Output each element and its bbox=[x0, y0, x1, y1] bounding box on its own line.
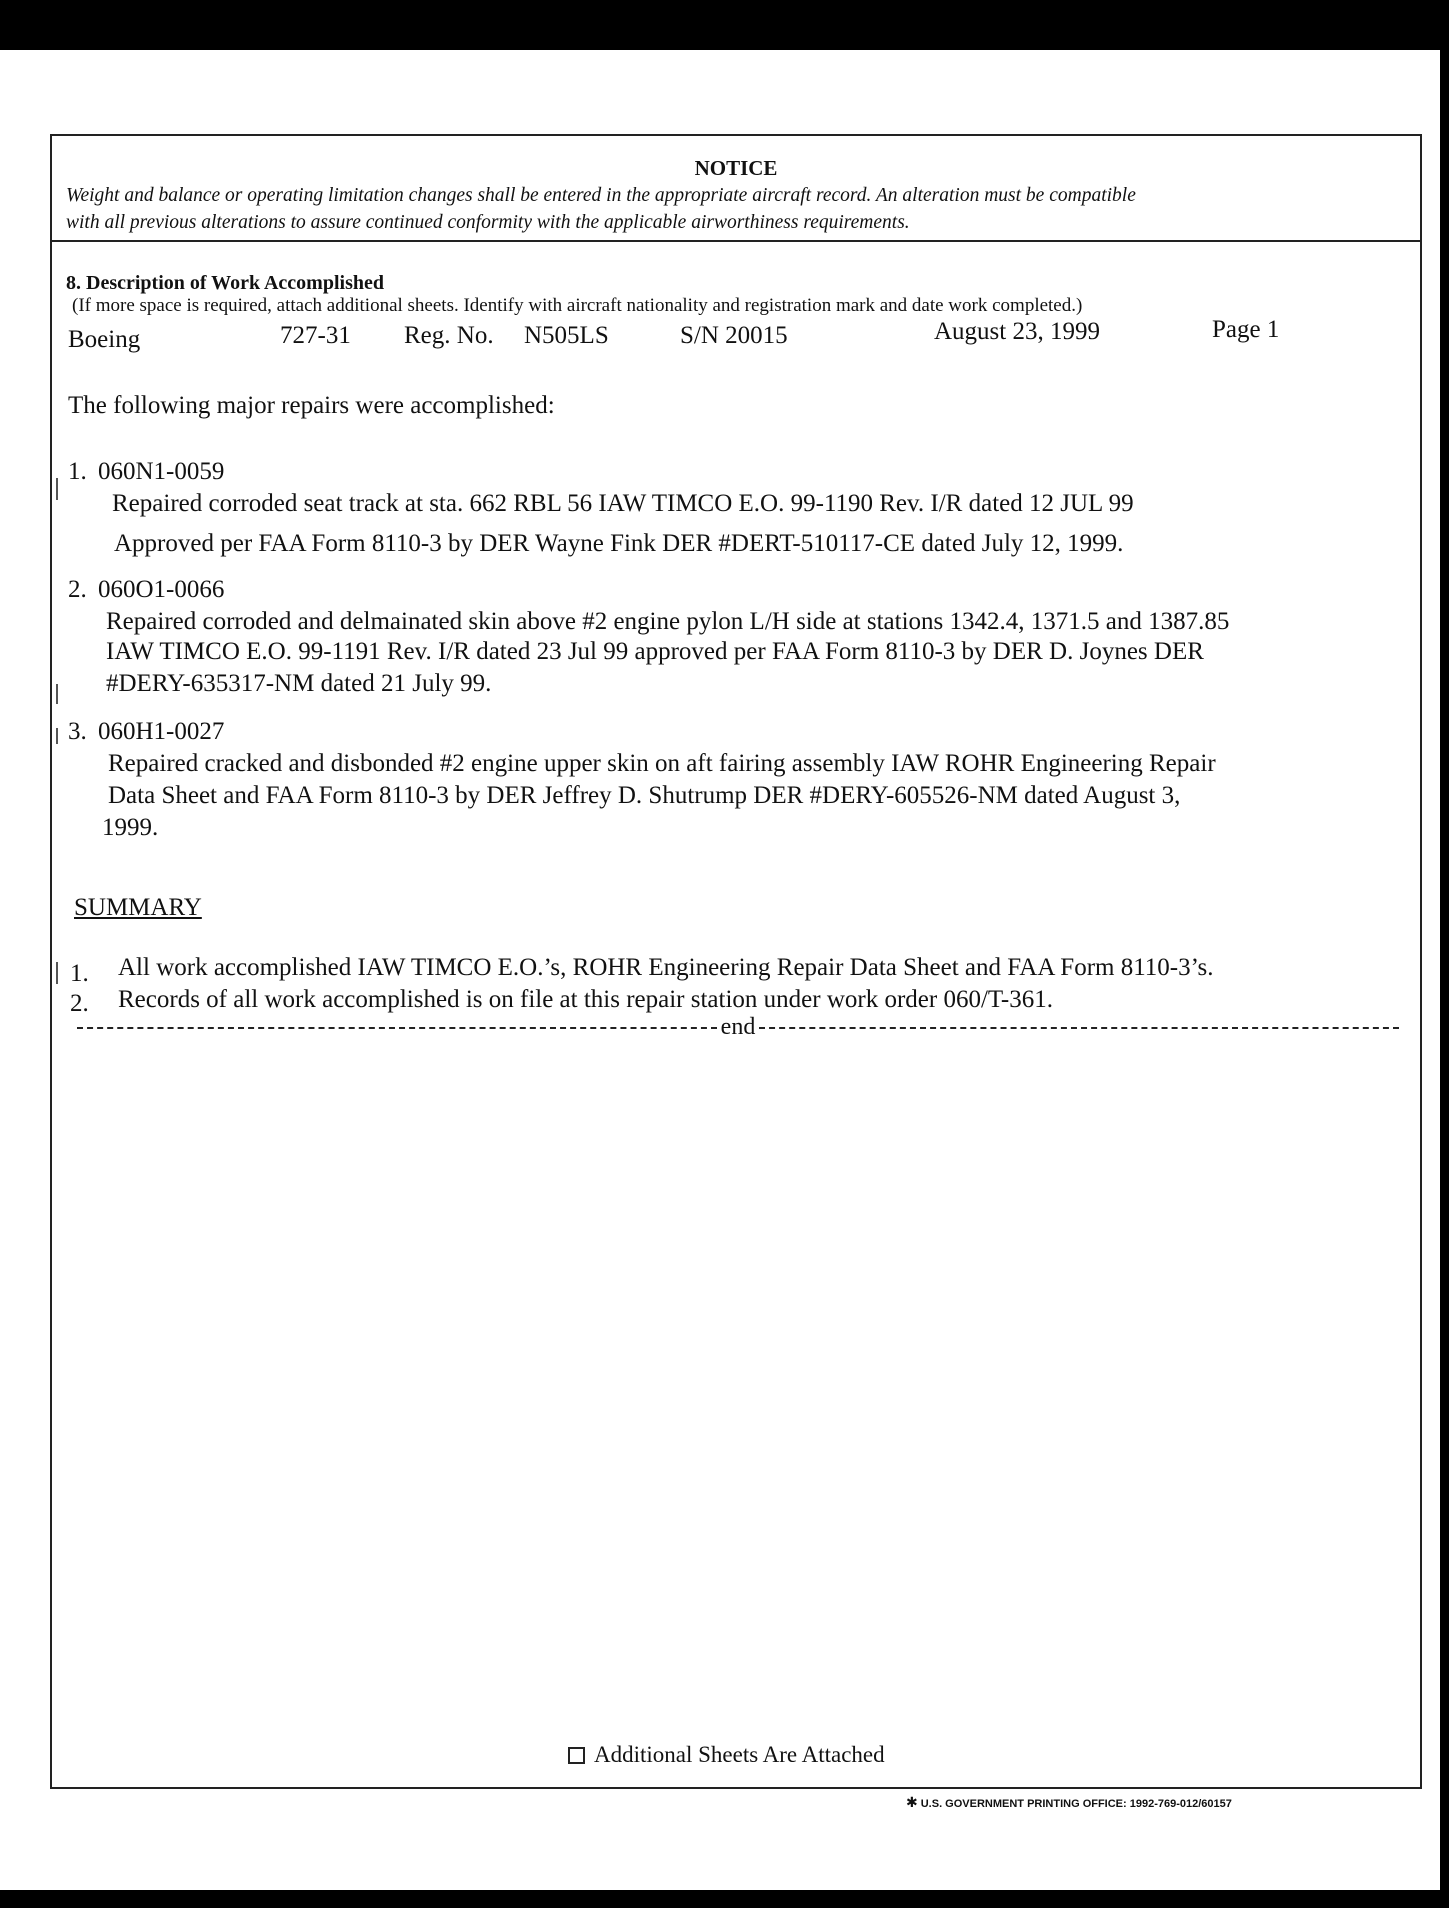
item-number: 3. bbox=[68, 718, 87, 745]
summary-text: All work accomplished IAW TIMCO E.O.’s, ROHR Engineering Repair Data Sheet and FAA Form 8110-3’s. bbox=[118, 954, 1214, 981]
end-marker: end bbox=[720, 1014, 756, 1040]
summary-number: 1. bbox=[70, 960, 89, 987]
summary-number: 2. bbox=[70, 990, 89, 1017]
page-number: Page 1 bbox=[1212, 316, 1280, 343]
item-line: 1999. bbox=[102, 814, 159, 841]
item-line: #DERY-635317-NM dated 21 July 99. bbox=[106, 670, 492, 697]
section-title: 8. Description of Work Accomplished bbox=[66, 272, 384, 294]
item-line: Approved per FAA Form 8110-3 by DER Wayne Fink DER #DERT-510117-CE dated July 12, 1999. bbox=[114, 530, 1124, 557]
item-line: Data Sheet and FAA Form 8110-3 by DER Jeffrey D. Shutrump DER #DERY-605526-NM dated August 3, bbox=[108, 782, 1181, 809]
printing-office-footer bbox=[906, 1794, 1232, 1811]
item-line: Repaired cracked and disbonded #2 engine upper skin on aft fairing assembly IAW ROHR Engineering Repair bbox=[108, 750, 1216, 777]
summary-title: SUMMARY bbox=[74, 894, 202, 921]
item-line: Repaired corroded seat track at sta. 662 RBL 56 IAW TIMCO E.O. 99-1190 Rev. I/R dated 12 JUL 99 bbox=[112, 490, 1134, 517]
item-code: 060H1-0027 bbox=[98, 718, 225, 745]
registration-label: Reg. No. bbox=[404, 322, 494, 349]
notice-title: NOTICE bbox=[694, 156, 778, 180]
printing-office-text: U.S. GOVERNMENT PRINTING OFFICE: 1992-769-012/60157 bbox=[920, 1798, 1232, 1810]
summary-text: Records of all work accomplished is on file at this repair station under work order 060/T-361. bbox=[118, 986, 1053, 1013]
item-line: IAW TIMCO E.O. 99-1191 Rev. I/R dated 23 Jul 99 approved per FAA Form 8110-3 by DER D. Joynes DER bbox=[106, 638, 1204, 665]
section-subtitle: (If more space is required, attach additional sheets. Identify with aircraft nationality and registration mark and date work completed.) bbox=[72, 295, 1083, 316]
registration-value: N505LS bbox=[524, 322, 609, 349]
end-separator bbox=[77, 1014, 1399, 1041]
form-frame bbox=[50, 134, 1422, 1789]
dashed-rule bbox=[77, 1027, 717, 1029]
item-number: 1. bbox=[68, 458, 87, 485]
scan-border-top bbox=[0, 0, 1449, 50]
serial-number: S/N 20015 bbox=[680, 322, 788, 349]
item-code: 060N1-0059 bbox=[98, 458, 225, 485]
aircraft-make: Boeing bbox=[68, 326, 141, 353]
item-code: 060O1-0066 bbox=[98, 576, 225, 603]
work-date: August 23, 1999 bbox=[934, 318, 1100, 345]
notice-line: Weight and balance or operating limitation changes shall be entered in the appropriate aircraft record. An alteration must be compatible bbox=[66, 185, 1136, 206]
notice-line: with all previous alterations to assure continued conformity with the applicable airworthiness requirements. bbox=[66, 212, 910, 233]
notice-box bbox=[52, 136, 1420, 242]
additional-sheets-row[interactable] bbox=[568, 1742, 885, 1768]
scan-border-right bbox=[1440, 50, 1449, 1908]
additional-sheets-label: Additional Sheets Are Attached bbox=[594, 1742, 885, 1767]
additional-sheets-checkbox[interactable] bbox=[568, 1747, 585, 1764]
item-number: 2. bbox=[68, 576, 87, 603]
aircraft-model: 727-31 bbox=[280, 322, 351, 349]
asterisk-icon: ✱ bbox=[906, 1794, 918, 1810]
item-line: Repaired corroded and delmainated skin above #2 engine pylon L/H side at stations 1342.4, 1371.5 and 1387.85 bbox=[106, 608, 1230, 635]
notice-text bbox=[66, 182, 1406, 236]
scan-border-bottom bbox=[0, 1890, 1449, 1908]
intro-text: The following major repairs were accomplished: bbox=[68, 392, 555, 419]
dashed-rule bbox=[759, 1027, 1399, 1029]
